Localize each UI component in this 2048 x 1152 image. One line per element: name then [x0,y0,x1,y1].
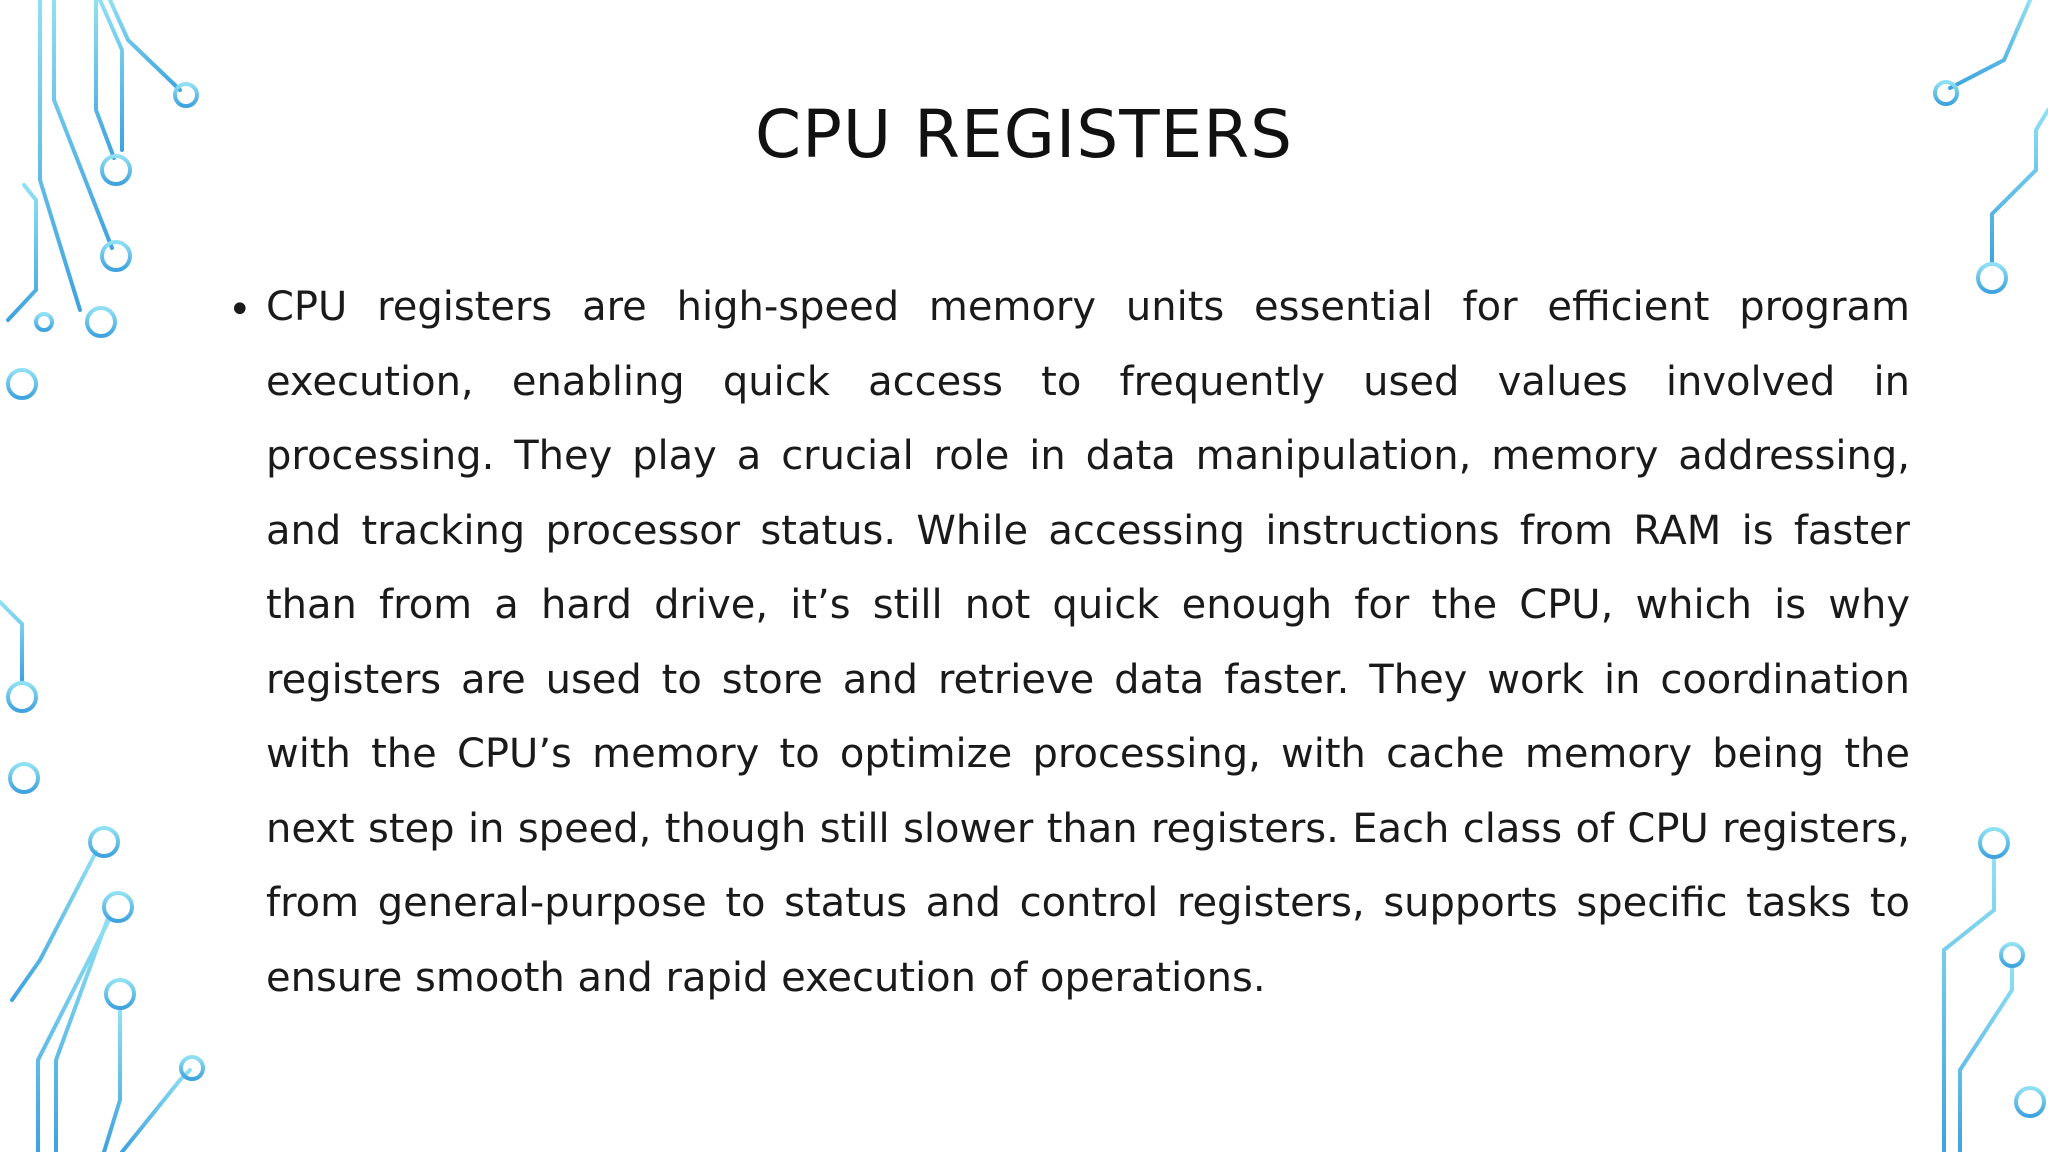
bullet-text: CPU registers are high-speed memory units essential for efficient program execution, enabling quick access to frequently used values involved in processing. They play a crucial role in data manipulation, memory addressing, and tracking processor status. While accessing instructions from RAM is faster than from a hard drive, it’s still not quick enough for the CPU, which is why registers are used to store and retrieve data faster. They work in coordination with the CPU’s memory to optimize processing, with cache memory being the next step in speed, though still slower than registers. Each class of CPU registers, from general-purpose to status and control registers, supports specific tasks to ensure smooth and rapid execution of operations. [266,284,1910,1001]
bullet-item [220,270,1910,1015]
circuit-top-left [8,0,197,398]
bullet-marker: • [228,287,252,333]
slide-title: CPU REGISTERS [754,96,1293,173]
slide-body [220,270,1910,1015]
circuit-bottom-right [1944,829,2048,1152]
circuit-bottom-left [0,602,203,1152]
